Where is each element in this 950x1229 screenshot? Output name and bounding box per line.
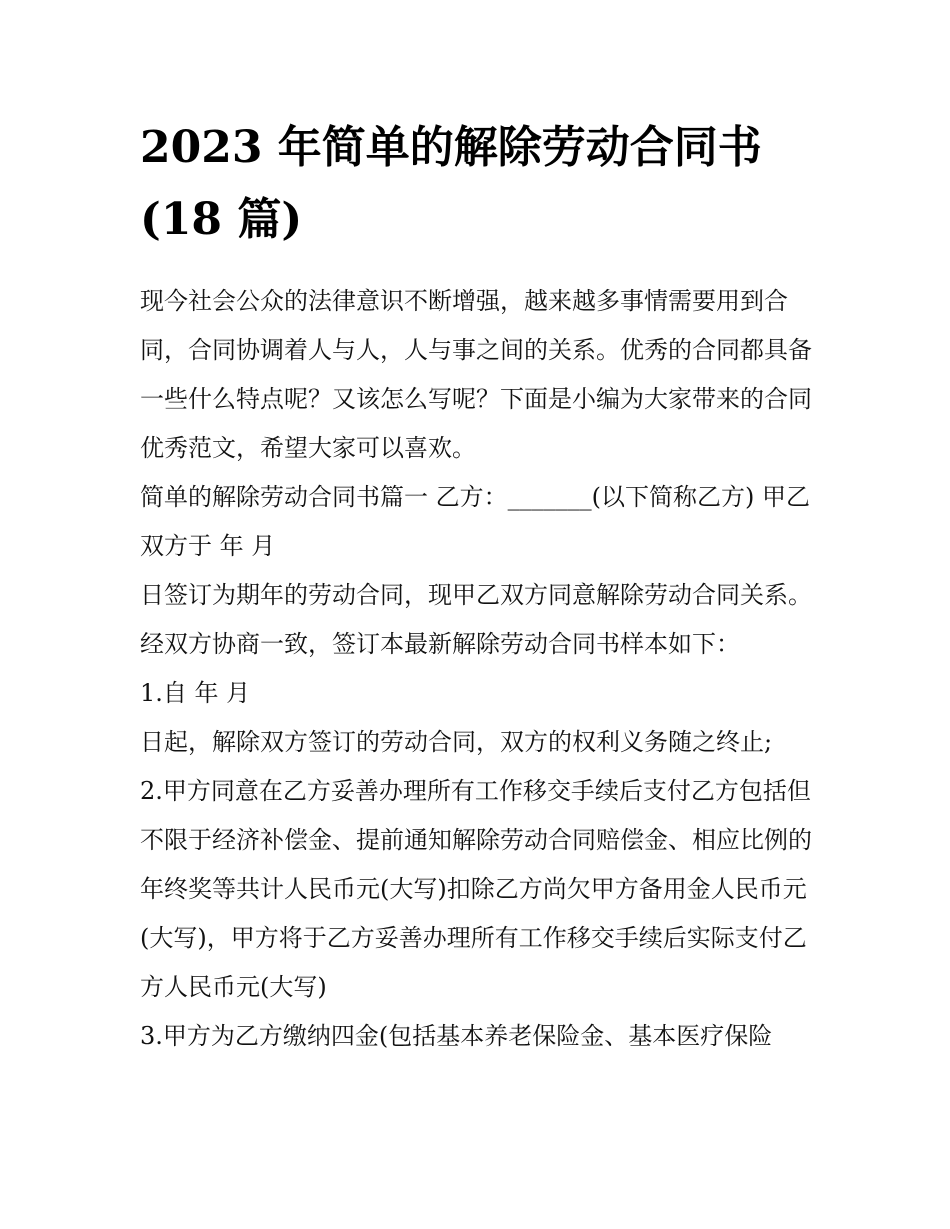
paragraph-party-b: 简单的解除劳动合同书篇一 乙方：_______(以下简称乙方) 甲乙双方于 年 月	[140, 483, 810, 560]
title-line-2: (18 篇)	[140, 194, 303, 245]
document-body	[140, 277, 820, 1061]
paragraph-intro: 现今社会公众的法律意识不断增强，越来越多事情需要用到合同，合同协调着人与人，人与事之间的关系。优秀的合同都具备一些什么特点呢？又该怎么写呢？下面是小编为大家带来的合同优秀范文，希望大家可以喜欢。	[140, 287, 812, 462]
paragraph-signing: 日签订为期年的劳动合同，现甲乙双方同意解除劳动合同关系。经双方协商一致，签订本最新解除劳动合同书样本如下：	[140, 581, 812, 658]
title-line-1: 2023 年简单的解除劳动合同书	[140, 122, 762, 173]
document-title	[140, 112, 820, 256]
clause-1-body: 日起，解除双方签订的劳动合同，双方的权利义务随之终止;	[140, 728, 773, 756]
clause-1-start: 1.自 年 月	[140, 679, 251, 707]
clause-3: 3.甲方为乙方缴纳四金(包括基本养老保险金、基本医疗保险	[140, 1022, 773, 1050]
clause-2: 2.甲方同意在乙方妥善办理所有工作移交手续后支付乙方包括但不限于经济补偿金、提前通知解除劳动合同赔偿金、相应比例的年终奖等共计人民币元(大写)扣除乙方尚欠甲方备用金人民币元(大写)，甲方将于乙方妥善办理所有工作移交手续后实际支付乙方人民币元(大写)	[140, 777, 812, 1001]
